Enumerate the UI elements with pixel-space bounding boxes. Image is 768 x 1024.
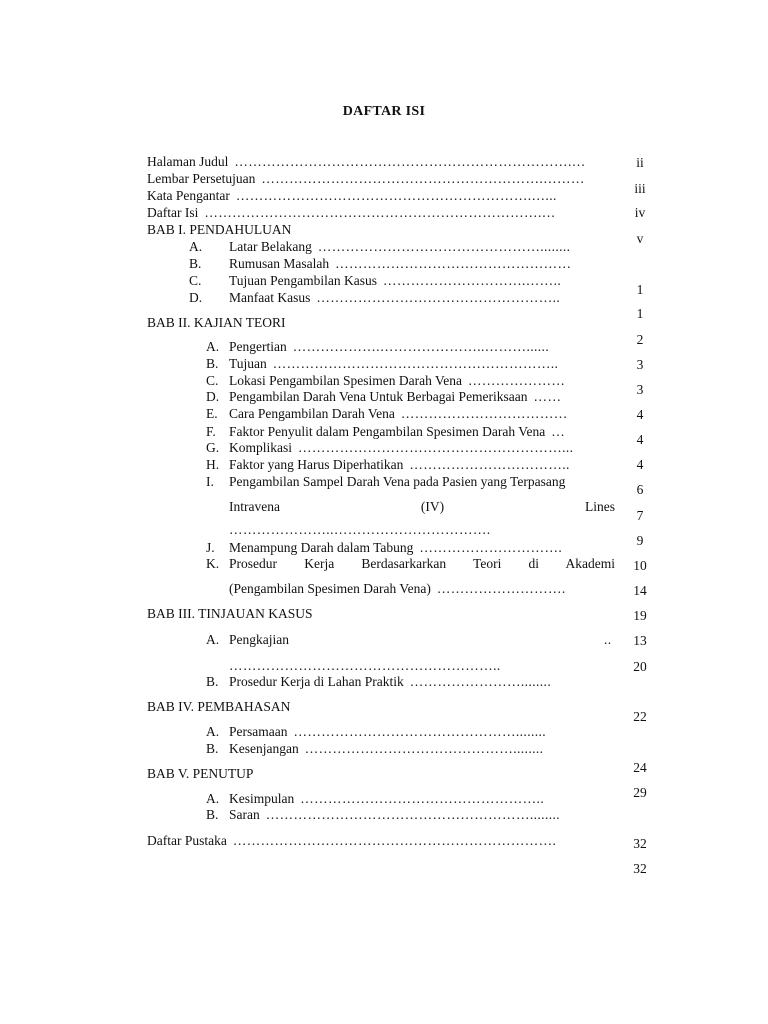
toc-entry-label: A.	[206, 632, 220, 647]
page-number: 29	[633, 785, 647, 800]
toc-entry-text: Tujuan Pengambilan Kasus	[229, 273, 377, 288]
toc-entry-label: D.	[206, 389, 220, 404]
toc-entry-text-mid: (IV)	[420, 499, 445, 514]
page-number: 4	[636, 432, 644, 447]
leader-dots: ………………………………	[400, 406, 568, 421]
page-number: 3	[636, 357, 644, 372]
leader-dots: ……………………….	[436, 581, 566, 596]
page-number: 32	[633, 836, 647, 851]
chapter-heading-bab-v[interactable]: BAB V. PENUTUP	[147, 766, 254, 781]
toc-entry-kesimpulan[interactable]	[229, 791, 612, 807]
toc-entry-label: F.	[206, 424, 216, 439]
toc-entry-label: A.	[206, 791, 220, 806]
toc-entry-text: Faktor yang Harus Diperhatikan	[229, 457, 404, 472]
toc-entry-halaman-judul[interactable]	[147, 154, 612, 170]
chapter-heading-bab-i[interactable]: BAB I. PENDAHULUAN	[147, 222, 292, 237]
toc-entry-label: B.	[206, 741, 219, 756]
toc-entry-text: Lembar Persetujuan	[147, 171, 256, 186]
page-number: 9	[636, 533, 644, 548]
toc-entry-text: Prosedur Kerja di Lahan Praktik	[229, 674, 404, 689]
leader-dots: …………………………………………………..	[229, 658, 501, 673]
toc-entry-lembar-persetujuan[interactable]	[147, 171, 612, 187]
leader-dots: …………………..…………………………….	[229, 522, 491, 537]
toc-entry-saran[interactable]	[229, 807, 612, 823]
toc-entry-tujuan[interactable]	[229, 356, 612, 372]
leader-dots: …………………	[467, 373, 566, 388]
toc-entry-text: Persamaan	[229, 724, 288, 739]
page-number: 1	[636, 282, 644, 297]
toc-entry-label: B.	[206, 674, 219, 689]
toc-entry-text: Cara Pengambilan Darah Vena	[229, 406, 395, 421]
toc-entry-rumusan-masalah[interactable]	[229, 256, 612, 272]
toc-entry-prosedur-kerja-teori[interactable]: Prosedur Kerja Berdasarkarkan Teori di Akademi	[229, 556, 615, 571]
leader-dots: …………………………………………………........	[265, 807, 561, 822]
toc-entry-faktor-diperhatikan[interactable]	[229, 457, 612, 473]
leader-dots: ………………………….	[419, 540, 563, 555]
toc-entry-pengambilan-spesimen[interactable]	[229, 581, 612, 597]
toc-entry-label: A.	[189, 239, 203, 254]
toc-entry-manfaat-kasus[interactable]	[229, 290, 612, 306]
toc-entry-label: J.	[206, 540, 215, 555]
toc-entry-label: B.	[189, 256, 202, 271]
toc-entry-prosedur-lahan-praktik[interactable]	[229, 674, 612, 690]
toc-entry-label: B.	[206, 356, 219, 371]
leader-dots: …………………………………………………….………	[261, 171, 585, 186]
toc-entry-daftar-isi[interactable]	[147, 205, 612, 221]
toc-entry-tujuan-pengambilan-kasus[interactable]	[229, 273, 612, 289]
toc-entry-komplikasi[interactable]	[229, 440, 612, 456]
toc-entry-text-end: Lines	[585, 499, 615, 514]
toc-entry-text: Intravena	[229, 499, 280, 514]
page-number: 2	[636, 332, 644, 347]
toc-entry-text: (Pengambilan Spesimen Darah Vena)	[229, 581, 431, 596]
toc-entry-lokasi-pengambilan[interactable]	[229, 373, 612, 389]
page-number: 19	[633, 608, 647, 623]
leader-dots: ……………………………………………………..	[272, 356, 559, 371]
toc-entry-cara-pengambilan[interactable]	[229, 406, 612, 422]
toc-entry-text: Tujuan	[229, 356, 267, 371]
leader-dots: …………………………………………........	[317, 239, 571, 254]
toc-entry-text: Halaman Judul	[147, 154, 229, 169]
leader-dots: ……………………………………………………………….…	[234, 154, 586, 169]
page-number: 14	[633, 583, 647, 598]
leader-dots: ……………………………..	[409, 457, 570, 472]
leader-dots: ……	[533, 389, 562, 404]
page-number: 22	[633, 709, 647, 724]
toc-entry-menampung-darah[interactable]	[229, 540, 612, 556]
toc-entry-persamaan[interactable]	[229, 724, 612, 740]
page-number: 32	[633, 861, 647, 876]
leader-dots: ……………………………………………………………….…	[204, 205, 556, 220]
page-number: v	[636, 231, 644, 246]
toc-entry-text: Rumusan Masalah	[229, 256, 330, 271]
toc-entry-text: Lokasi Pengambilan Spesimen Darah Vena	[229, 373, 462, 388]
toc-entry-label: K.	[206, 556, 220, 571]
toc-entry-kesenjangan[interactable]	[229, 741, 612, 757]
page-number: iv	[634, 205, 646, 220]
page-number: 7	[636, 508, 644, 523]
chapter-heading-bab-iii[interactable]: BAB III. TINJAUAN KASUS	[147, 606, 313, 621]
toc-entry-text: Kesenjangan	[229, 741, 299, 756]
leader-dots: ……………………………………………..	[300, 791, 545, 806]
leader-dots: ……………………........	[409, 674, 552, 689]
toc-entry-daftar-pustaka[interactable]	[147, 833, 612, 849]
toc-entry-text: Daftar Pustaka	[147, 833, 227, 848]
page-number: 24	[633, 760, 647, 775]
page-number: 4	[636, 407, 644, 422]
toc-entry-label: B.	[206, 807, 219, 822]
leader-dots: ……………………………………………………….…...	[235, 188, 557, 203]
toc-entry-pengambilan-darah-vena[interactable]	[229, 389, 612, 405]
chapter-heading-bab-ii[interactable]: BAB II. KAJIAN TEORI	[147, 315, 286, 330]
page-number: 4	[636, 457, 644, 472]
chapter-heading-bab-iv[interactable]: BAB IV. PEMBAHASAN	[147, 699, 291, 714]
toc-entry-latar-belakang[interactable]	[229, 239, 612, 255]
leader-dots: ………………………….……..	[383, 273, 562, 288]
toc-entry-text: Pengambilan Darah Vena Untuk Berbagai Pemeriksaan	[229, 389, 528, 404]
leader-dots: ……………………………………………	[335, 256, 572, 271]
toc-entry-pengambilan-sampel[interactable]: Pengambilan Sampel Darah Vena pada Pasien yang Terpasang	[229, 474, 566, 489]
page-title: DAFTAR ISI	[342, 104, 426, 119]
toc-entry-label: C.	[206, 373, 219, 388]
toc-entry-kata-pengantar[interactable]	[147, 188, 612, 204]
toc-entry-text: Latar Belakang	[229, 239, 312, 254]
toc-entry-label: A.	[206, 724, 220, 739]
page-number: 10	[633, 558, 647, 573]
page-number: 3	[636, 382, 644, 397]
page-number: 6	[636, 482, 644, 497]
toc-entry-text: Kesimpulan	[229, 791, 295, 806]
page-number: 20	[633, 659, 647, 674]
toc-entry-label: G.	[206, 440, 220, 455]
leader-dots: …………………………………………………...	[298, 440, 574, 455]
toc-entry-label: H.	[206, 457, 220, 472]
page-number: 13	[633, 633, 647, 648]
toc-entry-faktor-penyulit[interactable]	[229, 424, 612, 440]
leader-dots: ………………………………………........	[304, 741, 544, 756]
toc-entry-text: Daftar Isi	[147, 205, 199, 220]
toc-entry-text: Faktor Penyulit dalam Pengambilan Spesimen Darah Vena	[229, 424, 546, 439]
toc-entry-intravena-line[interactable]	[229, 499, 615, 515]
leader-dots: ……………………………………………..	[316, 290, 561, 305]
leader-dots: …………………………………………........	[293, 724, 547, 739]
toc-entry-label: C.	[189, 273, 202, 288]
leader-dots: …	[551, 424, 566, 439]
toc-entry-text: Menampung Darah dalam Tabung	[229, 540, 414, 555]
leader-dots: ..	[604, 632, 612, 647]
toc-entry-text: Komplikasi	[229, 440, 292, 455]
toc-entry-label: E.	[206, 406, 218, 421]
page-number: iii	[634, 181, 646, 196]
toc-entry-label: I.	[206, 474, 214, 489]
toc-entry-label: D.	[189, 290, 203, 305]
page-number: 1	[636, 306, 644, 321]
leader-dots: …………………………………………………………….	[232, 833, 557, 848]
toc-entry-text: Pengertian	[229, 339, 287, 354]
toc-entry-text: Manfaat Kasus	[229, 290, 311, 305]
leader-dots: ……………….…………………..………......	[292, 339, 550, 354]
toc-entry-pengertian[interactable]	[229, 339, 612, 355]
toc-entry-pengkajian[interactable]: Pengkajian	[229, 632, 289, 647]
toc-entry-text: Kata Pengantar	[147, 188, 230, 203]
toc-entry-text: Saran	[229, 807, 260, 822]
page-number: ii	[636, 155, 644, 170]
toc-entry-label: A.	[206, 339, 220, 354]
